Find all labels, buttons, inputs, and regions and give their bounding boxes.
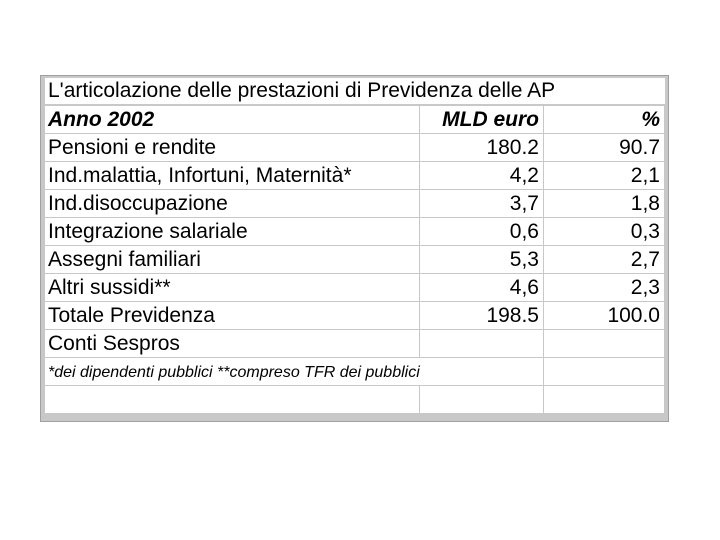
empty-cell [544, 330, 664, 357]
row-percent: 0,3 [544, 218, 664, 245]
header-amount: MLD euro [420, 106, 543, 133]
row-label: Altri sussidi** [45, 274, 419, 301]
row-amount: 180.2 [420, 134, 543, 161]
row-label: Assegni familiari [45, 246, 419, 273]
row-amount: 5,3 [420, 246, 543, 273]
empty-cell [45, 386, 419, 413]
row-percent: 2,1 [544, 162, 664, 189]
total-label: Totale Previdenza [45, 302, 419, 329]
row-percent: 1,8 [544, 190, 664, 217]
table-frame [40, 75, 669, 422]
source-label: Conti Sespros [45, 330, 419, 357]
row-amount: 3,7 [420, 190, 543, 217]
empty-cell [544, 358, 664, 385]
footnote: *dei dipendenti pubblici **compreso TFR dei pubblici [45, 358, 543, 385]
empty-cell [420, 330, 543, 357]
data-table [45, 106, 665, 414]
row-amount: 4,2 [420, 162, 543, 189]
row-percent: 2,3 [544, 274, 664, 301]
total-percent: 100.0 [544, 302, 664, 329]
header-percent: % [544, 106, 664, 133]
row-percent: 90.7 [544, 134, 664, 161]
empty-cell [544, 386, 664, 413]
row-label: Ind.disoccupazione [45, 190, 419, 217]
row-percent: 2,7 [544, 246, 664, 273]
row-label: Ind.malattia, Infortuni, Maternità* [45, 162, 419, 189]
table-title: L'articolazione delle prestazioni di Previdenza delle AP [45, 78, 665, 104]
total-amount: 198.5 [420, 302, 543, 329]
empty-cell [420, 386, 543, 413]
row-label: Integrazione salariale [45, 218, 419, 245]
row-amount: 0,6 [420, 218, 543, 245]
row-amount: 4,6 [420, 274, 543, 301]
row-label: Pensioni e rendite [45, 134, 419, 161]
header-year: Anno 2002 [45, 106, 419, 133]
